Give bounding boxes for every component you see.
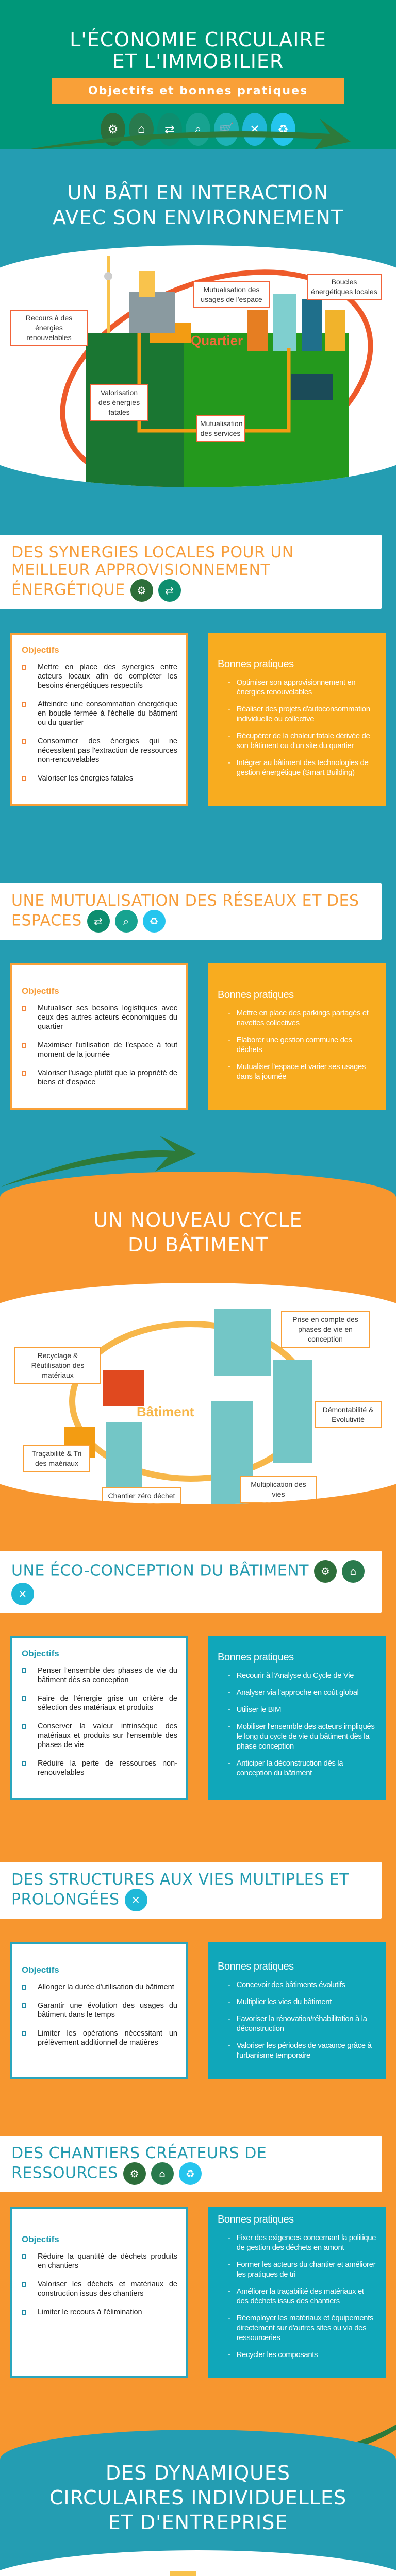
practices-card [208, 1942, 386, 2079]
synergies-title: DES SYNERGIES LOCALES POUR UN MEILLEUR APPROVISIONNEMENT ÉNERGÉTIQUE ⚙ ⇄ [11, 544, 370, 602]
eco-conception-title: UNE ÉCO-CONCEPTION DU BÂTIMENT ⚙ ⌂ ✕ [11, 1560, 370, 1605]
practices-card [208, 963, 386, 1110]
practices-list [218, 677, 377, 777]
objectives-heading: Objectifs [22, 645, 59, 655]
label-dismantle: Démontabilité & Evolutivité [315, 1401, 382, 1428]
building-cycle-diagram [0, 1283, 396, 1504]
tools-icon: ✕ [11, 1583, 34, 1605]
list-item: Réduire la quantité de déchets produits en chantiers [22, 2252, 177, 2270]
house-ruler-icon: ⌂ [129, 113, 154, 146]
objectives-card [10, 963, 188, 1110]
house-ruler-icon: ⌂ [151, 2162, 174, 2185]
factory-exchange-icon: ⇄ [157, 113, 182, 146]
list-item: - Intégrer au bâtiment des technologies de gestion énergétique (Smart Building) [228, 758, 369, 777]
synergies-cards [6, 633, 390, 806]
label-traceability: Traçabilité & Tri des maériaux [23, 1445, 90, 1472]
label-zero-waste: Chantier zéro déchet [102, 1487, 182, 1504]
factory-exchange-icon: ⇄ [87, 910, 110, 933]
checkbox-icon [22, 702, 26, 707]
objectives-list [22, 1666, 177, 1777]
practices-list [218, 1671, 377, 1778]
checkbox-icon [22, 1696, 26, 1701]
list-item: - Analyser via l'approche en coût global [228, 1688, 359, 1697]
eco-conception-title-bar [0, 1551, 382, 1613]
hero-header [0, 0, 396, 149]
objectives-heading: Objectifs [22, 986, 59, 996]
cycle-title: UN NOUVEAU CYCLE DU BÂTIMENT [93, 1209, 303, 1256]
list-item: - Mettre en place des parkings partagés et navettes collectives [228, 1009, 369, 1027]
practices-list [218, 1980, 377, 2060]
shopping-cart-icon: 🛒 [214, 113, 239, 146]
list-item: - Réemployer les matériaux et équipements directement sur d'autres sites ou via des ressourceries [228, 2314, 373, 2342]
list-item: - Recycler les composants [228, 2350, 318, 2359]
environment-section [0, 149, 396, 487]
tools-icon: ✕ [242, 113, 267, 146]
chantiers-title-bar [0, 2136, 382, 2192]
list-item: - Récupérer de la chaleur fatale dérivée de son bâtiment ou d'un site du quartier [228, 732, 370, 750]
checkbox-icon [22, 1761, 26, 1766]
objectives-list [22, 2252, 177, 2317]
practices-heading: Bonnes pratiques [218, 989, 294, 1001]
practices-list [218, 2233, 377, 2360]
structures-section [0, 1862, 396, 2136]
checkbox-icon [22, 2282, 26, 2287]
checkbox-icon [22, 2254, 26, 2259]
wind-city-icon: ⚙ [314, 1560, 337, 1583]
objectives-card [10, 633, 188, 806]
chantiers-title: DES CHANTIERS CRÉATEURS DE RESSOURCES ⚙ ⌂ ♻ [11, 2145, 370, 2185]
wind-city-icon: ⚙ [123, 2162, 146, 2185]
synergies-title-bar [0, 535, 382, 609]
practices-card [208, 633, 386, 806]
synergies-section [0, 487, 396, 883]
list-item: Réduire la perte de ressources non-renouvelables [22, 1759, 177, 1777]
label-space-sharing: Mutualisation des usages de l'espace [193, 281, 270, 308]
checkbox-icon [22, 1006, 26, 1011]
label-service-sharing: Mutualisation des services [196, 415, 245, 442]
checkbox-icon [22, 1043, 26, 1048]
building-search-icon: ⌕ [186, 113, 210, 146]
list-item: - Elaborer une gestion commune des déchets [228, 1036, 352, 1054]
objectives-card [10, 1636, 188, 1800]
list-item: Maximiser l'utilisation de l'espace à tout moment de la journée [22, 1041, 177, 1059]
subtitle-banner: Objectifs et bonnes pratiques [52, 78, 344, 104]
list-item: Mutualiser ses besoins logistiques avec ceux des autres acteurs économiques du quartier [22, 1004, 177, 1031]
list-item: Garantir une évolution des usages du bâtiment dans le temps [22, 2001, 177, 2020]
eco-conception-section [0, 1504, 396, 1862]
recycle-icon: ♻ [143, 910, 166, 933]
list-item: - Mobiliser l'ensemble des acteurs impliqués le long du cycle de vie du bâtiment dès la phase conception [228, 1722, 375, 1751]
list-item: - Concevoir des bâtiments évolutifs [228, 1980, 345, 1989]
list-item: - Recourir à l'Analyse du Cycle de Vie [228, 1671, 354, 1680]
structures-title: DES STRUCTURES AUX VIES MULTIPLES ET PROLONGÉES ✕ [11, 1871, 370, 1911]
eco-conception-cards [6, 1636, 390, 1800]
list-item: - Former les acteurs du chantier et améliorer les pratiques de tri [228, 2260, 376, 2279]
neighborhood-diagram [0, 245, 396, 487]
structures-title-bar [0, 1862, 382, 1919]
checkbox-icon [22, 2310, 26, 2315]
label-lifecycle-design: Prise en compte des phases de vie en conception [281, 1311, 370, 1348]
checkbox-icon [22, 2031, 26, 2036]
label-recycling: Recyclage & Réutilisation des matériaux [14, 1347, 101, 1384]
label-multiple-lives: Multiplication des vies [240, 1476, 317, 1503]
checkbox-icon [22, 739, 26, 744]
practices-card [208, 2207, 386, 2378]
green-arrow-swoosh [0, 113, 396, 149]
list-item: Valoriser les énergies fatales [22, 774, 177, 783]
list-item: - Anticiper la déconstruction dès la conception du bâtiment [228, 1759, 343, 1777]
objectives-list [22, 1004, 177, 1087]
list-item: - Améliorer la traçabilité des matériaux et des déchets issus des chantiers [228, 2287, 364, 2306]
label-energy-loops: Boucles énergétiques locales [307, 274, 382, 300]
checkbox-icon [22, 665, 26, 670]
wind-city-icon: ⚙ [101, 113, 125, 146]
objectives-heading: Objectifs [22, 2234, 59, 2244]
practices-card [208, 1636, 386, 1800]
recycle-icon: ♻ [271, 113, 295, 146]
main-title: L'ÉCONOMIE CIRCULAIRE ET L'IMMOBILIER [70, 28, 326, 73]
list-item: - Optimiser son approvisionnement en énergies renouvelables [228, 678, 356, 697]
checkbox-icon [22, 1724, 26, 1729]
cycle-section [0, 1172, 396, 1504]
building-label: Bâtiment [137, 1404, 194, 1419]
list-item: Faire de l'énergie grise un critère de sélection des matériaux et produits [22, 1694, 177, 1713]
recycle-icon: ♻ [179, 2162, 202, 2185]
mutualisation-section [0, 883, 396, 1172]
label-renewables: Recours à des énergies renouvelables [10, 310, 88, 346]
checkbox-icon [22, 1071, 26, 1076]
building-search-icon: ⌕ [115, 910, 138, 933]
list-item: Penser l'ensemble des phases de vie du bâtiment dès sa conception [22, 1666, 177, 1685]
objectives-card [10, 2207, 188, 2378]
list-item: - Mutualiser l'espace et varier ses usages dans la journée [228, 1062, 366, 1081]
list-item: Allonger la durée d'utilisation du bâtiment [22, 1982, 177, 1992]
tools-icon: ✕ [125, 1889, 147, 1911]
list-item: Consommer des énergies qui ne nécessitent pas l'extraction de ressources non-renouvelables [22, 737, 177, 765]
list-item: Atteindre une consommation énergétique en boucle fermée à l'échelle du bâtiment ou du quartier [22, 700, 177, 727]
mutualisation-title-bar [0, 883, 382, 940]
objectives-card [10, 1942, 188, 2079]
list-item: Valoriser l'usage plutôt que la propriété de biens et d'espace [22, 1069, 177, 1087]
objectives-list [22, 1982, 177, 2047]
environment-title: UN BÂTI EN INTERACTION AVEC SON ENVIRONNEMENT [53, 181, 343, 229]
list-item: Limiter le recours à l'élimination [22, 2308, 177, 2317]
list-item: Conserver la valeur intrinsèque des matériaux et produits sur l'ensemble des phases de vie [22, 1722, 177, 1750]
objectives-heading: Objectifs [22, 1649, 59, 1658]
checkbox-icon [22, 1668, 26, 1673]
wind-city-icon: ⚙ [130, 579, 153, 602]
checkbox-icon [22, 776, 26, 781]
objectives-heading: Objectifs [22, 1965, 59, 1975]
list-item: - Valoriser les périodes de vacance grâce à l'urbanisme temporaire [228, 2041, 372, 2060]
enterprise-illustration [0, 2550, 396, 2576]
label-fatal-energy: Valorisation des énergies fatales [90, 384, 148, 421]
practices-heading: Bonnes pratiques [218, 1961, 294, 1972]
mutualisation-title: UNE MUTUALISATION DES RÉSEAUX ET DES ESPACES ⇄ ⌕ ♻ [11, 892, 370, 933]
practices-heading: Bonnes pratiques [218, 1652, 294, 1663]
checkbox-icon [22, 1985, 26, 1990]
practices-list [218, 1008, 377, 1081]
factory-exchange-icon: ⇄ [158, 579, 181, 602]
list-item: Valoriser les déchets et matériaux de construction issus des chantiers [22, 2280, 177, 2298]
list-item: - Favoriser la rénovation/réhabilitation à la déconstruction [228, 2014, 367, 2033]
mutualisation-cards [6, 963, 390, 1110]
house-ruler-icon: ⌂ [342, 1560, 365, 1583]
chantiers-cards [6, 2207, 390, 2378]
structures-cards [6, 1942, 390, 2079]
practices-heading: Bonnes pratiques [218, 2214, 294, 2225]
practices-heading: Bonnes pratiques [218, 658, 294, 670]
objectives-list [22, 663, 177, 783]
list-item: - Utiliser le BIM [228, 1705, 282, 1714]
dynamics-section [0, 2430, 396, 2576]
dynamics-title: DES DYNAMIQUES CIRCULAIRES INDIVIDUELLES ET D'ENTREPRISE [49, 2462, 347, 2534]
enterprise-diagram [0, 2550, 396, 2576]
chantiers-section [0, 2136, 396, 2466]
list-item: - Fixer des exigences concernant la politique de gestion des déchets en amont [228, 2233, 376, 2252]
list-item: Limiter les opérations nécessitant un prélèvement additionnel de matières [22, 2029, 177, 2047]
list-item: Mettre en place des synergies entre acteurs locaux afin de compléter les besoins énergétiques respectifs [22, 663, 177, 690]
list-item: - Multiplier les vies du bâtiment [228, 1997, 332, 2006]
neighborhood-label: Quartier [191, 333, 243, 348]
list-item: - Réaliser des projets d'autoconsommation individuelle ou collective [228, 705, 370, 723]
checkbox-icon [22, 2003, 26, 2008]
